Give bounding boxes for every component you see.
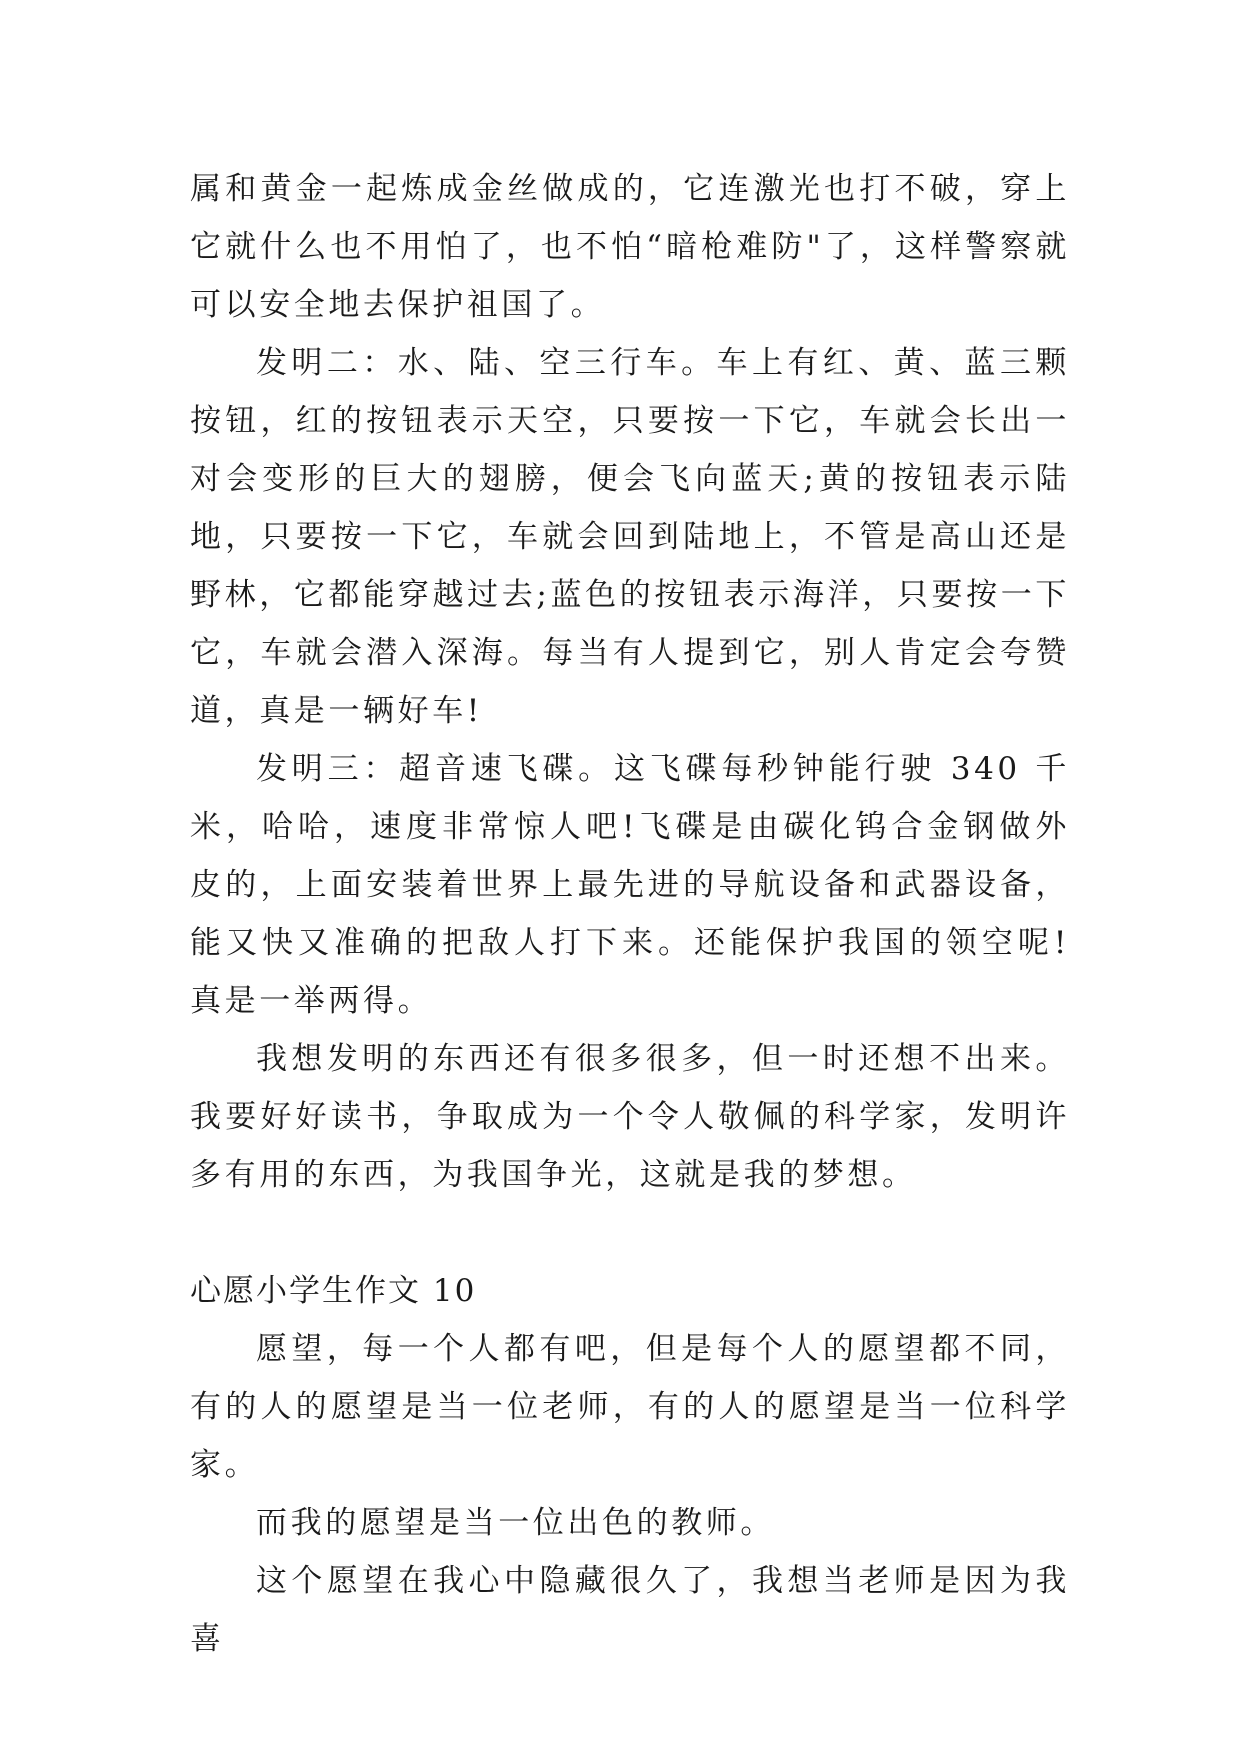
document-body <box>190 160 1070 1668</box>
section-title: 心愿小学生作文 10 <box>190 1273 477 1309</box>
paragraph-invention-one-end: 属和黄金一起炼成金丝做成的，它连激光也打不破，穿上它就什么也不用怕了，也不怕“暗枪难防"了，这样警察就可以安全地去保护祖国了。 <box>190 171 1070 323</box>
paragraph-wish-teacher: 而我的愿望是当一位出色的教师。 <box>256 1505 775 1541</box>
paragraph-wish-reason: 这个愿望在我心中隐藏很久了，我想当老师是因为我喜 <box>190 1563 1070 1657</box>
paragraph-conclusion: 我想发明的东西还有很多很多，但一时还想不出来。我要好好读书，争取成为一个令人敬佩的科学家，发明许多有用的东西，为我国争光，这就是我的梦想。 <box>190 1041 1070 1193</box>
paragraph-wish-intro: 愿望，每一个人都有吧，但是每个人的愿望都不同，有的人的愿望是当一位老师，有的人的愿望是当一位科学家。 <box>190 1331 1070 1483</box>
paragraph-invention-three: 发明三：超音速飞碟。这飞碟每秒钟能行驶 340 千米，哈哈，速度非常惊人吧!飞碟是由碳化钨合金钢做外皮的，上面安装着世界上最先进的导航设备和武器设备，能又快又准确的把敌人打下来。还能保护我国的领空呢!真是一举两得。 <box>190 751 1070 1019</box>
paragraph-invention-two: 发明二：水、陆、空三行车。车上有红、黄、蓝三颗按钮，红的按钮表示天空，只要按一下它，车就会长出一对会变形的巨大的翅膀，便会飞向蓝天;黄的按钮表示陆地，只要按一下它，车就会回到陆地上，不管是高山还是野林，它都能穿越过去;蓝色的按钮表示海洋，只要按一下它，车就会潜入深海。每当有人提到它，别人肯定会夸赞道，真是一辆好车! <box>190 345 1070 729</box>
